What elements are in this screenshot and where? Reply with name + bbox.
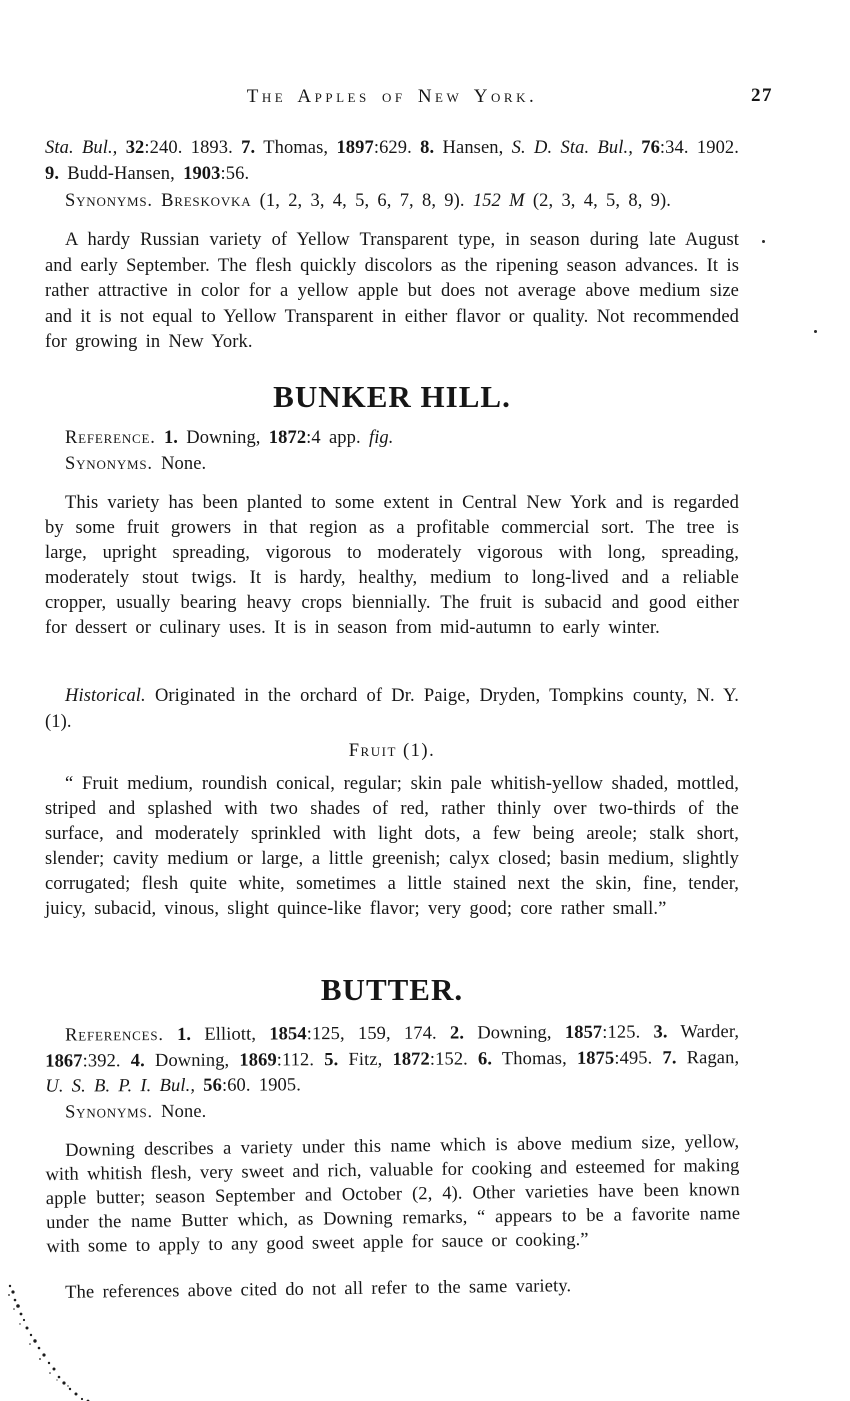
- breskovka-synonyms-line: Synonyms. Breskovka (1, 2, 3, 4, 5, 6, 7, 8, 9). 152 M (2, 3, 4, 5, 8, 9).: [65, 191, 671, 211]
- page-number: 27: [751, 85, 773, 106]
- butter-references-paragraph: References. 1. Elliott, 1854:125, 159, 174. 2. Downing, 1857:125. 3. Warder, 1867:392. 4. Downing, 1869:112. 5. Fitz, 1872:152. 6. Thomas, 1875:495. 7. Ragan, U. S. B. P. I. Bul., 56:60. 1905.: [45, 1022, 740, 1097]
- butter-description-paragraph: Downing describes a variety under this name which is above medium size, yellow, with whitish flesh, very sweet and rich, valuable for cooking and esteemed for making apple butter; season September and October (2, 4). Other varieties have been known under the name Butter which, as Downing remarks, “ appears to be a favorite name with some to apply to any good sweet apple for sauce or cooking.”: [45, 1131, 741, 1258]
- butter-heading: BUTTER.: [320, 972, 464, 1007]
- bunker-hill-fruit-heading: Fruit (1).: [348, 741, 436, 761]
- running-head-title: The Apples of New York.: [246, 86, 538, 107]
- breskovka-description-paragraph: A hardy Russian variety of Yellow Transparent type, in season during late August and early September. The flesh quickly discolors as the ripening season advances. It is rather attractive in color for a yellow apple but does not average above medium size and it is not equal to Yellow Transparent in either flavor or quality. Not recommended for growing in New York.: [45, 230, 739, 352]
- bunker-hill-reference-line: Reference. 1. Downing, 1872:4 app. fig.: [65, 428, 394, 448]
- breskovka-references-continuation: Sta. Bul., 32:240. 1893. 7. Thomas, 1897:629. 8. Hansen, S. D. Sta. Bul., 76:34. 1902. 9. Budd-Hansen, 1903:56.: [45, 138, 740, 184]
- scan-dot-artifact: [814, 330, 817, 333]
- scan-dot-artifact: [762, 240, 765, 243]
- butter-closing-line: The references above cited do not all refer to the same variety.: [65, 1276, 572, 1303]
- bunker-hill-fruit-description-paragraph: “ Fruit medium, roundish conical, regular; skin pale whitish-yellow shaded, mottled, striped and splashed with two shades of red, rather thinly over two-thirds of the surface, and moderately sprinkled with light dots, a few being areole; stalk short, slender; cavity medium or large, a little greenish; calyx closed; basin medium, slightly corrugated; flesh quite white, sometimes a little stained next the skin, fine, tender, juicy, subacid, vinous, slight quince-like flavor; very good; core rather small.”: [45, 774, 739, 919]
- bunker-hill-description-paragraph: This variety has been planted to some extent in Central New York and is regarded by some fruit growers in that region as a profitable commercial sort. The tree is large, upright spreading, vigorous to moderately vigorous with long, spreading, moderately stout twigs. It is hardy, healthy, medium to long-lived and a reliable cropper, usually bearing heavy crops biennially. The fruit is subacid and good either for dessert or culinary uses. It is in season from mid-autumn to early winter.: [45, 493, 739, 638]
- bunker-hill-heading: BUNKER HILL.: [273, 379, 511, 414]
- bunker-hill-synonyms-line: Synonyms. None.: [65, 454, 207, 474]
- bunker-hill-historical-paragraph: Historical. Originated in the orchard of Dr. Paige, Dryden, Tompkins county, N. Y. (1).: [45, 686, 739, 732]
- scan-artifact-speckle: [0, 1278, 110, 1401]
- butter-synonyms-line: Synonyms. None.: [65, 1101, 207, 1123]
